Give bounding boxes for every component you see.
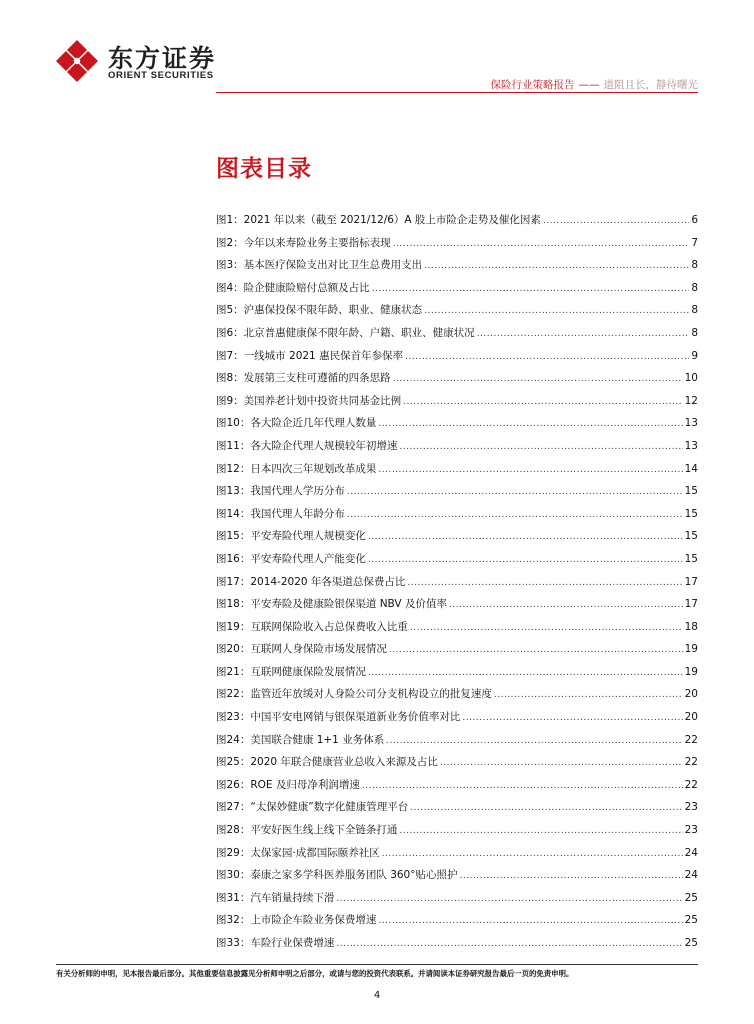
toc-entry-leader bbox=[362, 781, 683, 791]
toc-entry-label: 图29：太保家园·成都国际颐养社区 bbox=[216, 846, 380, 859]
toc-entry-leader bbox=[494, 690, 683, 700]
toc-entry-label: 图15：平安寿险代理人规模变化 bbox=[216, 530, 366, 543]
toc-entry-leader bbox=[424, 306, 689, 316]
toc-entry-label: 图33：车险行业保费增速 bbox=[216, 937, 335, 949]
toc-entry[interactable] bbox=[216, 461, 698, 484]
toc-entry-leader bbox=[449, 600, 683, 610]
toc-entry-page: 15 bbox=[684, 485, 698, 498]
toc-entry-page: 24 bbox=[684, 846, 698, 859]
toc-entry-leader bbox=[393, 374, 683, 384]
toc-entry-label: 图12：日本四次三年规划改革成果 bbox=[216, 462, 377, 475]
toc-entry-leader bbox=[424, 261, 689, 271]
toc-entry-leader bbox=[410, 623, 683, 633]
toc-entry-page: 12 bbox=[684, 394, 698, 407]
toc-entry-label: 图7：一线城市 2021 惠民保首年参保率 bbox=[216, 349, 404, 362]
toc-entry-label: 图24：美国联合健康 1+1 业务体系 bbox=[216, 733, 385, 746]
toc-entry[interactable] bbox=[216, 302, 698, 325]
toc-entry-label: 图6：北京普惠健康保不限年龄、户籍、职业、健康状况 bbox=[216, 326, 475, 339]
toc-entry-label: 图23：中国平安电网销与银保渠道新业务价值率对比 bbox=[216, 711, 461, 724]
toc-entry-leader bbox=[477, 329, 690, 339]
toc-entry-page: 7 bbox=[691, 236, 698, 249]
toc-entry[interactable] bbox=[216, 257, 698, 280]
toc-entry-leader bbox=[347, 510, 683, 520]
page-number: 4 bbox=[373, 990, 381, 1001]
toc-entry[interactable] bbox=[216, 664, 698, 687]
toc-entry[interactable] bbox=[216, 890, 698, 913]
toc-entry[interactable] bbox=[216, 483, 698, 506]
toc-entry[interactable] bbox=[216, 619, 698, 642]
toc-entry-page: 20 bbox=[684, 688, 698, 701]
toc-entry-leader bbox=[347, 487, 683, 497]
toc-entry-label: 图27：“太保妙健康”数字化健康管理平台 bbox=[216, 801, 409, 814]
toc-entry-leader bbox=[368, 555, 683, 565]
toc-entry-label: 图25：2020 年联合健康营业总收入来源及占比 bbox=[216, 756, 438, 769]
toc-entry-page: 15 bbox=[684, 507, 698, 520]
toc-entry-page: 19 bbox=[684, 665, 698, 678]
header-divider bbox=[216, 92, 698, 93]
toc-entry[interactable] bbox=[216, 370, 698, 393]
toc-entry-leader bbox=[382, 849, 683, 859]
page-header bbox=[0, 0, 754, 96]
toc-entry-label: 图10：各大险企近几年代理人数量 bbox=[216, 417, 377, 430]
toc-entry[interactable] bbox=[216, 212, 698, 235]
toc-entry[interactable] bbox=[216, 280, 698, 303]
toc-list bbox=[216, 212, 698, 958]
toc-entry-page: 22 bbox=[684, 756, 698, 769]
toc-entry-label: 图21：互联网健康保险发展情况 bbox=[216, 665, 366, 678]
toc-entry-leader bbox=[378, 419, 682, 429]
toc-entry-label: 图4：险企健康险赔付总额及占比 bbox=[216, 281, 370, 294]
toc-title: 图表目录 bbox=[216, 156, 312, 182]
toc-entry-page: 19 bbox=[684, 643, 698, 656]
toc-entry-page: 8 bbox=[691, 259, 698, 272]
toc-entry-page: 8 bbox=[691, 304, 698, 317]
toc-entry-leader bbox=[399, 442, 682, 452]
toc-entry-label: 图18：平安寿险及健康险银保渠道 NBV 及价值率 bbox=[216, 598, 447, 611]
toc-entry-page: 24 bbox=[684, 869, 698, 882]
toc-entry-leader bbox=[389, 645, 683, 655]
toc-entry[interactable] bbox=[216, 799, 698, 822]
toc-entry[interactable] bbox=[216, 325, 698, 348]
toc-entry-label: 图20：互联网人身保险市场发展情况 bbox=[216, 643, 387, 656]
toc-entry-page: 23 bbox=[684, 824, 698, 837]
toc-entry-leader bbox=[386, 736, 682, 746]
report-separator: —— bbox=[578, 79, 600, 91]
toc-entry-page: 20 bbox=[684, 711, 698, 724]
toc-entry-page: 18 bbox=[684, 620, 698, 633]
toc-entry[interactable] bbox=[216, 574, 698, 597]
orient-securities-logo-icon bbox=[54, 38, 100, 84]
toc-entry-label: 图8：发展第三支柱可遵循的四条思路 bbox=[216, 372, 391, 385]
toc-entry-label: 图14：我国代理人年龄分布 bbox=[216, 507, 345, 520]
toc-entry-leader bbox=[368, 668, 683, 678]
toc-entry-leader bbox=[378, 465, 682, 475]
toc-entry[interactable] bbox=[216, 596, 698, 619]
toc-entry-leader bbox=[462, 713, 682, 723]
toc-entry-page: 8 bbox=[691, 326, 698, 339]
toc-entry-label: 图30：泰康之家多学科医养服务团队 360°贴心照护 bbox=[216, 869, 458, 882]
toc-entry-label: 图22：监管近年放缓对人身险公司分支机构设立的批复速度 bbox=[216, 688, 492, 701]
toc-entry-leader bbox=[372, 284, 690, 294]
toc-entry-page: 14 bbox=[684, 462, 698, 475]
toc-entry-label: 图3：基本医疗保险支出对比卫生总费用支出 bbox=[216, 259, 423, 272]
toc-entry[interactable] bbox=[216, 845, 698, 868]
toc-entry-label: 图9：美国养老计划中投资共同基金比例 bbox=[216, 394, 402, 407]
toc-entry-page: 25 bbox=[684, 891, 698, 904]
toc-entry-label: 图32：上市险企车险业务保费增速 bbox=[216, 914, 377, 927]
toc-entry-page: 15 bbox=[684, 552, 698, 565]
toc-entry-leader bbox=[460, 871, 683, 881]
toc-entry-label: 图11：各大险企代理人规模较年初增速 bbox=[216, 439, 398, 452]
toc-entry[interactable] bbox=[216, 506, 698, 529]
toc-entry-page: 13 bbox=[684, 417, 698, 430]
toc-entry-page: 8 bbox=[691, 281, 698, 294]
toc-entry[interactable] bbox=[216, 935, 698, 958]
toc-entry[interactable] bbox=[216, 393, 698, 416]
report-subtitle: 道阻且长，静待曙光 bbox=[603, 79, 698, 91]
report-type: 保险行业策略报告 bbox=[490, 79, 575, 91]
report-heading bbox=[491, 77, 699, 92]
toc-entry[interactable] bbox=[216, 348, 698, 371]
toc-entry-leader bbox=[405, 352, 689, 362]
toc-entry-page: 17 bbox=[684, 575, 698, 588]
toc-entry-page: 10 bbox=[684, 372, 698, 385]
toc-entry-page: 25 bbox=[684, 937, 698, 949]
toc-entry-label: 图2：今年以来寿险业务主要指标表现 bbox=[216, 236, 391, 249]
toc-entry[interactable] bbox=[216, 235, 698, 258]
toc-entry-leader bbox=[336, 939, 682, 949]
toc-entry[interactable] bbox=[216, 754, 698, 777]
footer-divider bbox=[56, 964, 698, 965]
toc-entry-page: 25 bbox=[684, 914, 698, 927]
brand-name-cn: 东方证券 bbox=[108, 44, 217, 73]
toc-entry[interactable] bbox=[216, 867, 698, 890]
toc-entry-leader bbox=[410, 803, 682, 813]
toc-entry[interactable] bbox=[216, 528, 698, 551]
toc-entry-label: 图13：我国代理人学历分布 bbox=[216, 485, 345, 498]
toc-entry-leader bbox=[543, 216, 689, 226]
toc-entry[interactable] bbox=[216, 641, 698, 664]
toc-entry[interactable] bbox=[216, 912, 698, 935]
brand-name-en: ORIENT SECURITIES bbox=[108, 70, 214, 81]
toc-entry[interactable] bbox=[216, 415, 698, 438]
toc-entry-leader bbox=[393, 239, 690, 249]
toc-entry-leader bbox=[399, 826, 682, 836]
toc-entry-leader bbox=[336, 894, 682, 904]
toc-entry-label: 图19：互联网保险收入占总保费收入比重 bbox=[216, 620, 408, 633]
toc-entry[interactable] bbox=[216, 551, 698, 574]
toc-entry-page: 22 bbox=[684, 733, 698, 746]
toc-entry-page: 9 bbox=[691, 349, 698, 362]
toc-entry-label: 图26：ROE 及归母净利润增速 bbox=[216, 778, 360, 791]
toc-entry[interactable] bbox=[216, 686, 698, 709]
toc-entry[interactable] bbox=[216, 822, 698, 845]
toc-entry-leader bbox=[403, 397, 682, 407]
footer-disclaimer: 有关分析师的申明，见本报告最后部分。其他重要信息披露见分析师申明之后部分，或请与您的投资代表联系。并请阅读本证券研究报告最后一页的免责申明。 bbox=[56, 969, 574, 978]
toc-entry-leader bbox=[440, 758, 683, 768]
toc-entry-page: 23 bbox=[684, 801, 698, 814]
toc-entry-label: 图28：平安好医生线上线下全链条打通 bbox=[216, 824, 398, 837]
toc-entry-page: 22 bbox=[684, 778, 698, 791]
toc-entry-page: 13 bbox=[684, 439, 698, 452]
toc-entry-leader bbox=[368, 532, 683, 542]
toc-entry-label: 图17：2014-2020 年各渠道总保费占比 bbox=[216, 575, 406, 588]
toc-entry-page: 6 bbox=[691, 214, 698, 226]
toc-entry-page: 17 bbox=[684, 598, 698, 611]
toc-entry-label: 图16：平安寿险代理人产能变化 bbox=[216, 552, 366, 565]
toc-entry-label: 图31：汽车销量持续下滑 bbox=[216, 891, 335, 904]
toc-entry-leader bbox=[407, 578, 682, 588]
toc-entry[interactable] bbox=[216, 438, 698, 461]
toc-entry-leader bbox=[378, 916, 682, 926]
toc-entry-label: 图1：2021 年以来（截至 2021/12/6）A 股上市险企走势及催化因素 bbox=[216, 214, 541, 226]
toc-entry-label: 图5：沪惠保投保不限年龄、职业、健康状态 bbox=[216, 304, 423, 317]
toc-entry[interactable] bbox=[216, 709, 698, 732]
toc-entry[interactable] bbox=[216, 732, 698, 755]
toc-entry[interactable] bbox=[216, 777, 698, 800]
toc-entry-page: 15 bbox=[684, 530, 698, 543]
